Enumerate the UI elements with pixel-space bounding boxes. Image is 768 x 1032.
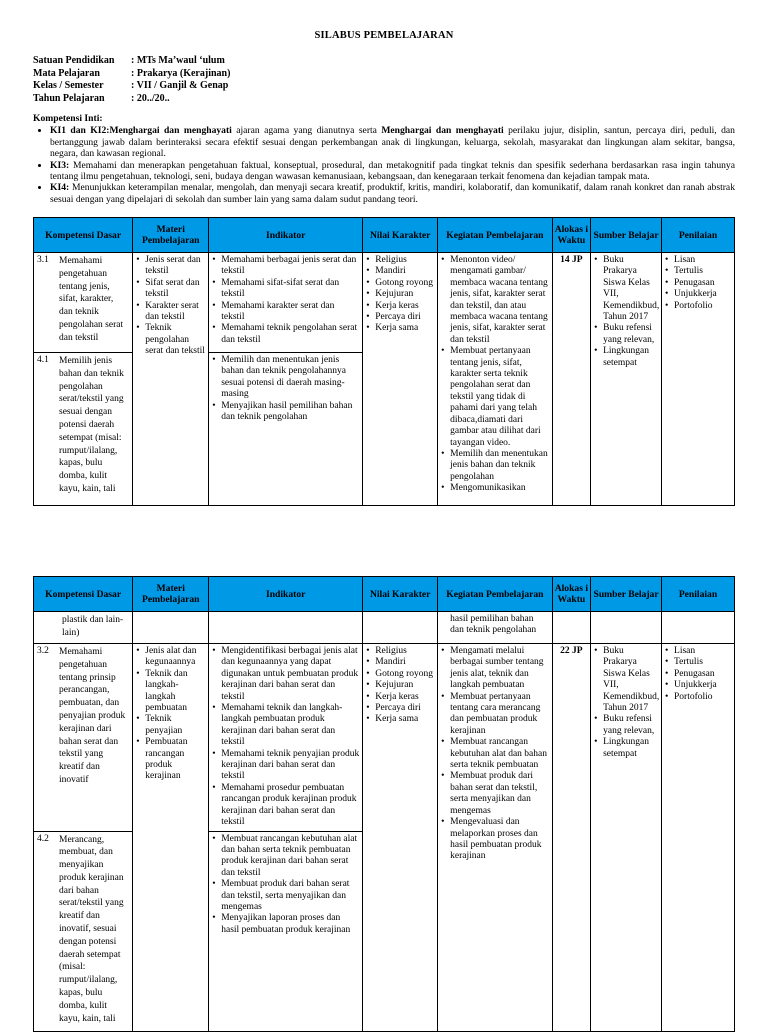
penilaian-cell bbox=[662, 253, 735, 506]
list-item: • Portofolio bbox=[674, 692, 731, 703]
alokasi-cell bbox=[552, 644, 590, 1032]
kegiatan-continuation-cell bbox=[438, 612, 552, 644]
empty-cell bbox=[209, 612, 363, 644]
kegiatan-continuation-text: hasil pemilihan bahan dan teknik pengolahan bbox=[450, 614, 537, 636]
list-item: • Penugasan bbox=[674, 669, 731, 680]
list-item: • Membuat produk dari bahan serat dan tekstil, serta menyajikan dan mengemas bbox=[221, 879, 359, 913]
alokasi-cell bbox=[552, 253, 590, 506]
list-item: • Menonton video/ mengamati gambar/ membaca wacana tentang jenis, sifat, karakter serat dan tekstil, dan atau membaca wacana tentang jenis, sifat, karakter serat dan tekstil bbox=[450, 255, 548, 346]
kd-continuation-cell bbox=[34, 612, 133, 644]
kd-cell-3-1 bbox=[34, 253, 133, 353]
list-item: • Membuat rancangan kebutuhan alat dan bahan serta teknik pembuatan bbox=[450, 737, 548, 771]
list-item: • Mandiri bbox=[375, 657, 434, 668]
list-item: • Percaya diri bbox=[375, 312, 434, 323]
ki1-code: KI1 dan KI2: bbox=[50, 125, 110, 137]
list-item: • Teknik pengolahan serat dan tekstil bbox=[145, 323, 205, 357]
list-item: • Lisan bbox=[674, 255, 731, 266]
table-row bbox=[34, 253, 735, 353]
list-item: • Membuat pertanyaan tentang cara merancang dan pembuatan produk kerajinan bbox=[450, 692, 548, 738]
header-penilaian: Penilaian bbox=[662, 218, 735, 253]
kegiatan-cell bbox=[438, 253, 552, 506]
ki4-text: Menunjukkan keterampilan menalar, mengolah, dan menyaji secara kreatif, produktif, kritis, mandiri, kolaboratif, dan komunikatif, dalam ranah konkret dan ranah abstrak sesuai dengan yang dipelajari di sekolah dan sumber lain yang sama dalam sudut pandang teori. bbox=[50, 182, 735, 205]
list-item: • Kerja keras bbox=[375, 301, 434, 312]
list-item: • Mandiri bbox=[375, 266, 434, 277]
header-indikator: Indikator bbox=[209, 218, 363, 253]
header-materi: Materi Pembelajaran bbox=[133, 577, 209, 612]
list-item: • Buku Prakarya Siswa Kelas VII, Kemendikbud, Tahun 2017 bbox=[603, 646, 658, 714]
kompetensi-inti bbox=[33, 113, 735, 205]
ki4-item bbox=[50, 182, 735, 205]
materi-cell bbox=[133, 253, 209, 506]
table-row bbox=[34, 644, 735, 832]
list-item: • Pembuatan rancangan produk kerajinan bbox=[145, 737, 205, 783]
kd-number: 3.1 bbox=[37, 255, 49, 265]
ki1-bold1: Menghargai dan menghayati bbox=[109, 125, 232, 137]
silabus-table-1 bbox=[33, 217, 735, 506]
ki3-code: KI3: bbox=[50, 159, 70, 171]
header-kegiatan: Kegiatan Pembelajaran bbox=[438, 577, 552, 612]
list-item: • Kejujuran bbox=[375, 289, 434, 300]
list-item: • Portofolio bbox=[674, 301, 731, 312]
header-penilaian: Penilaian bbox=[662, 577, 735, 612]
header-kompetensi-dasar: Kompetensi Dasar bbox=[34, 577, 133, 612]
list-item: • Menyajikan laporan proses dan hasil pembuatan produk kerajinan bbox=[221, 913, 359, 936]
list-item: • Kerja keras bbox=[375, 692, 434, 703]
meta-value: : 20../20.. bbox=[131, 92, 170, 104]
list-item: • Menyajikan hasil pemilihan bahan dan teknik pengolahan bbox=[221, 401, 359, 424]
table-header-row bbox=[34, 218, 735, 253]
indikator-cell-a bbox=[209, 253, 363, 353]
list-item: • Memahami teknik penyajian produk kerajinan dari bahan serat dan tekstil bbox=[221, 749, 359, 783]
meta-value: : VII / Ganjil & Genap bbox=[131, 80, 229, 91]
list-item: • Kerja sama bbox=[375, 323, 434, 334]
list-item: • Teknik penyajian bbox=[145, 714, 205, 737]
list-item: • Lingkungan setempat bbox=[603, 346, 658, 369]
list-item: • Memilih dan menentukan jenis bahan dan teknik pengolahannya sesuai potensi di daerah masing-masing bbox=[221, 355, 359, 401]
nilai-karakter-cell bbox=[363, 253, 438, 506]
kd-text: Memahami pengetahuan tentang prinsip perancangan, pembuatan, dan penyajian produk kerajinan dari bahan serat dan tekstil yang kreatif dan inovatif bbox=[59, 647, 126, 785]
header-kompetensi-dasar: Kompetensi Dasar bbox=[34, 218, 133, 253]
list-item: • Religius bbox=[375, 255, 434, 266]
kd-continuation-text: plastik dan lain-lain) bbox=[62, 615, 124, 638]
meta-row-year bbox=[33, 93, 230, 106]
materi-cell bbox=[133, 644, 209, 1032]
list-item: • Kerja sama bbox=[375, 714, 434, 725]
list-item: • Religius bbox=[375, 646, 434, 657]
kd-cell-4-1 bbox=[34, 353, 133, 506]
header-alokasi-waktu: Alokas i Waktu bbox=[552, 577, 590, 612]
list-item: • Lingkungan setempat bbox=[603, 737, 658, 760]
kd-number: 4.1 bbox=[37, 355, 49, 365]
list-item: • Jenis alat dan kegunaannya bbox=[145, 646, 205, 669]
kd-number: 4.2 bbox=[37, 833, 49, 844]
list-item: • Unjukkerja bbox=[674, 680, 731, 691]
list-item: • Unjukkerja bbox=[674, 289, 731, 300]
header-alokasi-waktu: Alokas i Waktu bbox=[552, 218, 590, 253]
kd-text: Memahami pengetahuan tentang jenis, sifat, karakter, dan teknik pengolahan serat dan tekstil bbox=[59, 256, 124, 343]
page-title: SILABUS PEMBELAJARAN bbox=[314, 30, 454, 41]
ki4-code: KI4: bbox=[50, 182, 70, 194]
list-item: • Mengomunikasikan bbox=[450, 483, 548, 494]
kd-text: Merancang, membuat, dan menyajikan produk kerajinan dari bahan serat/tekstil yang kreatif dan inovatif, sesuai dengan potensi daerah setempat (misal: rumput/ilalang, kapas, bulu domba, kulit kayu, kain, tali bbox=[59, 834, 124, 1024]
kd-number: 3.2 bbox=[37, 646, 49, 656]
kd-text: Memilih jenis bahan dan teknik pengolahan serat/tekstil yang sesuai dengan potensi daerah setempat (misal: rumput/ilalang, kapas, bulu domba, kulit kayu, kain, tali bbox=[59, 356, 124, 494]
ki3-item bbox=[50, 160, 735, 183]
list-item: • Percaya diri bbox=[375, 703, 434, 714]
kd-cell-3-2 bbox=[34, 644, 133, 832]
list-item: • Memahami prosedur pembuatan rancangan produk kerajinan produk kerajinan dari bahan serat dan tekstil bbox=[221, 783, 359, 829]
list-item: • Memahami teknik pengolahan serat dan tekstil bbox=[221, 323, 359, 346]
header-indikator: Indikator bbox=[209, 577, 363, 612]
kd-cell-4-2 bbox=[34, 831, 133, 1031]
meta-row-subject bbox=[33, 68, 230, 81]
list-item: • Memahami karakter serat dan tekstil bbox=[221, 301, 359, 324]
list-item: • Lisan bbox=[674, 646, 731, 657]
sumber-cell bbox=[591, 644, 662, 1032]
table-header-row bbox=[34, 577, 735, 612]
list-item: • Memahami teknik dan langkah-langkah pembuatan produk kerajinan dari bahan serat dan tekstil bbox=[221, 703, 359, 749]
indikator-cell-b bbox=[209, 831, 363, 1031]
header-sumber-belajar: Sumber Belajar bbox=[591, 577, 662, 612]
list-item: • Kejujuran bbox=[375, 680, 434, 691]
list-item: • Mengidentifikasi berbagai jenis alat dan kegunaannya yang dapat digunakan untuk pembuatan produk kerajinan dari bahan serat dan tekstil bbox=[221, 646, 359, 703]
list-item: • Membuat rancangan kebutuhan alat dan bahan serta teknik pembuatan produk kerajinan dari bahan serat dan tekstil bbox=[221, 834, 359, 880]
list-item: • Memahami berbagai jenis serat dan tekstil bbox=[221, 255, 359, 278]
ki-heading: Kompetensi Inti: bbox=[33, 113, 103, 124]
empty-cell bbox=[133, 612, 209, 644]
header-materi: Materi Pembelajaran bbox=[133, 218, 209, 253]
ki1-item bbox=[50, 125, 735, 159]
empty-cell bbox=[552, 612, 590, 644]
indikator-cell-b bbox=[209, 353, 363, 506]
list-item: • Memilih dan menentukan jenis bahan dan teknik pengolahan bbox=[450, 449, 548, 483]
ki1-bold2: Menghargai dan menghayati bbox=[381, 125, 504, 137]
header-nilai-karakter: Nilai Karakter bbox=[363, 577, 438, 612]
list-item: • Membuat pertanyaan tentang jenis, sifat, karakter serta teknik pengolahan serat dan tekstil yang tidak di pahami dari yang telah dibaca,diamati dari gambar atau dilihat dari tayangan video. bbox=[450, 346, 548, 449]
ki-list bbox=[33, 125, 735, 205]
list-item: • Karakter serat dan tekstil bbox=[145, 301, 205, 324]
meta-row-class bbox=[33, 80, 230, 93]
list-item: • Buku Prakarya Siswa Kelas VII, Kemendikbud, Tahun 2017 bbox=[603, 255, 658, 323]
list-item: • Teknik dan langkah-langkah pembuatan bbox=[145, 669, 205, 715]
indikator-cell-a bbox=[209, 644, 363, 832]
list-item: • Gotong royong bbox=[375, 669, 434, 680]
list-item: • Sifat serat dan tekstil bbox=[145, 278, 205, 301]
list-item: • Mengevaluasi dan melaporkan proses dan hasil pembuatan produk kerajinan bbox=[450, 817, 548, 863]
meta-row-school bbox=[33, 55, 230, 68]
empty-cell bbox=[363, 612, 438, 644]
meta-value: : Prakarya (Kerajinan) bbox=[131, 67, 231, 79]
sumber-cell bbox=[591, 253, 662, 506]
penilaian-cell bbox=[662, 644, 735, 1032]
silabus-table-2 bbox=[33, 576, 735, 1032]
empty-cell bbox=[662, 612, 735, 644]
header-nilai-karakter: Nilai Karakter bbox=[363, 218, 438, 253]
list-item: • Gotong royong bbox=[375, 278, 434, 289]
list-item: • Buku refensi yang relevan, bbox=[603, 323, 658, 346]
kegiatan-cell bbox=[438, 644, 552, 1032]
meta-label: Tahun Pelajaran bbox=[33, 92, 105, 104]
alokasi-value: 22 JP bbox=[560, 646, 583, 656]
list-item: • Buku refensi yang relevan, bbox=[603, 714, 658, 737]
ki3-text: Memahami dan menerapkan pengetahuan faktual, konseptual, prosedural, dan metakognitif pada tingkat teknis dan spesifik sederhana berdasarkan rasa ingin tahunya tentang ilmu pengetahuan, teknologi, seni, budaya dengan wawasan kemanusiaan, kebangsaan, dan kenegaraan terkait fenomena dan kejadian tampak mata. bbox=[50, 159, 735, 183]
meta-label: Kelas / Semester bbox=[33, 80, 104, 91]
list-item: • Penugasan bbox=[674, 278, 731, 289]
list-item: • Membuat produk dari bahan serat dan tekstil, serta menyajikan dan mengemas bbox=[450, 771, 548, 817]
nilai-karakter-cell bbox=[363, 644, 438, 1032]
ki1-text2: perilaku jujur, disiplin, santun, percaya diri, peduli, dan bertanggung jawab dalam berinteraksi secara efektif sesuai dengan perkembangan anak di lingkungan, keluarga, sekolah, masyarakat dan lingkungan alam sekitar, bangsa, negara, dan kawasan regional. bbox=[50, 125, 735, 160]
header-sumber-belajar: Sumber Belajar bbox=[591, 218, 662, 253]
ki1-text1: ajaran agama yang dianutnya serta bbox=[231, 125, 382, 137]
list-item: • Mengamati melalui berbagai sumber tentang jenis alat, teknik dan langkah pembuatan bbox=[450, 646, 548, 692]
meta-label: Satuan Pendidikan bbox=[33, 55, 115, 66]
empty-cell bbox=[591, 612, 662, 644]
document-meta bbox=[33, 55, 230, 105]
list-item: • Jenis serat dan tekstil bbox=[145, 255, 205, 278]
list-item: • Memahami sifat-sifat serat dan tekstil bbox=[221, 278, 359, 301]
list-item: • Tertulis bbox=[674, 266, 731, 277]
header-kegiatan: Kegiatan Pembelajaran bbox=[438, 218, 552, 253]
list-item: • Tertulis bbox=[674, 657, 731, 668]
alokasi-value: 14 JP bbox=[560, 255, 583, 265]
meta-label: Mata Pelajaran bbox=[33, 67, 100, 79]
meta-value: : MTs Ma’waul ‘ulum bbox=[131, 55, 225, 66]
table-row bbox=[34, 612, 735, 644]
